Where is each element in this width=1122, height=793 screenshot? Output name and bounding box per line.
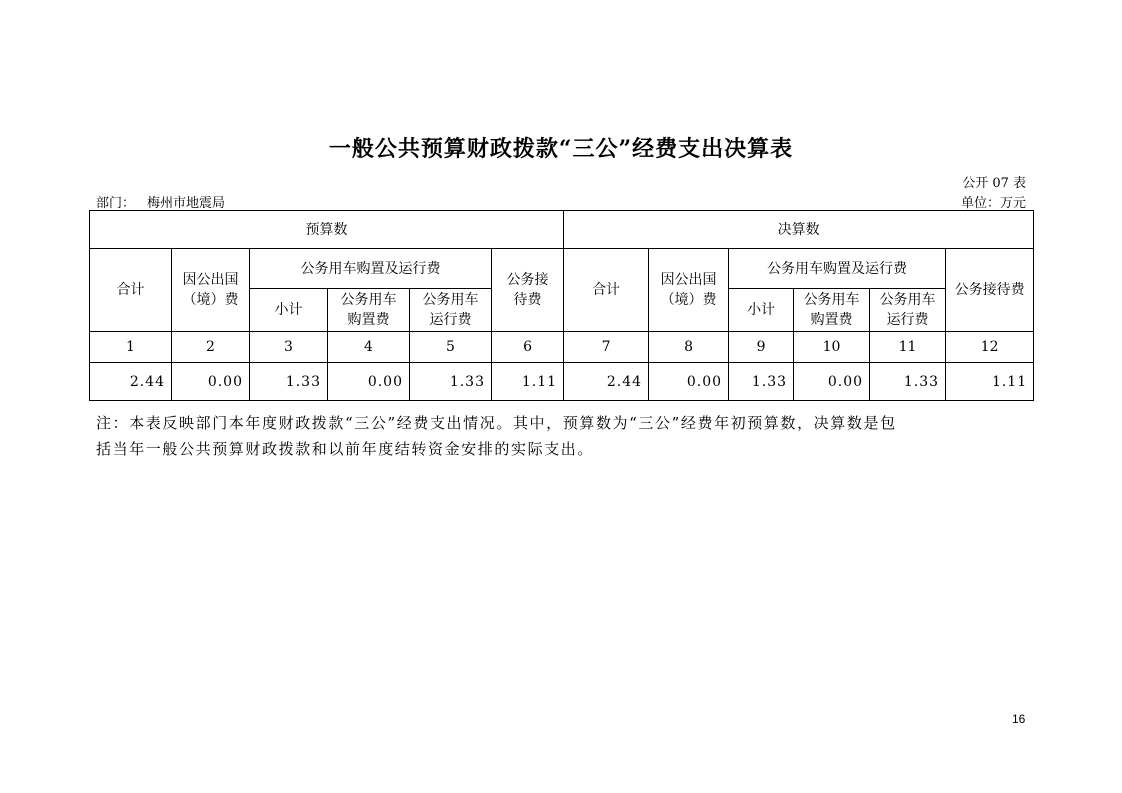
column-number: 7: [564, 332, 649, 363]
budget-vehicle-group-header: 公务用车购置及运行费: [250, 249, 492, 289]
unit-label: 单位：万元: [960, 196, 1026, 211]
final-abroad-header: 因公出国 （境）费: [649, 249, 729, 332]
budget-purchase-value: 0.00: [328, 363, 410, 401]
budget-total-header: 合计: [90, 249, 172, 332]
final-purchase-header: 公务用车 购置费: [794, 289, 870, 332]
column-number: 6: [492, 332, 564, 363]
column-number: 1: [90, 332, 172, 363]
final-operation-value: 1.33: [870, 363, 946, 401]
final-header: 决算数: [564, 211, 1034, 249]
department-label: 部门：: [96, 196, 136, 211]
budget-operation-header: 公务用车 运行费: [410, 289, 492, 332]
final-operation-header: 公务用车 运行费: [870, 289, 946, 332]
column-number: 10: [794, 332, 870, 363]
budget-abroad-header: 因公出国 （境）费: [172, 249, 250, 332]
column-number: 8: [649, 332, 729, 363]
department-name: 梅州市地震局: [147, 196, 226, 211]
budget-abroad-value: 0.00: [172, 363, 250, 401]
column-number: 11: [870, 332, 946, 363]
footnote-line-1: 注：本表反映部门本年度财政拨款“三公”经费支出情况。其中，预算数为“三公”经费年初预算数，决算数是包: [96, 414, 897, 432]
budget-header: 预算数: [90, 211, 564, 249]
footnote: [96, 410, 1028, 462]
final-total-header: 合计: [564, 249, 649, 332]
final-reception-header: 公务接待费: [946, 249, 1034, 332]
department-line: [96, 192, 225, 211]
final-subtotal-value: 1.33: [729, 363, 794, 401]
budget-purchase-header: 公务用车 购置费: [328, 289, 410, 332]
budget-operation-value: 1.33: [410, 363, 492, 401]
final-reception-value: 1.11: [946, 363, 1034, 401]
column-number-row: [90, 332, 1034, 363]
value-row: [90, 363, 1034, 401]
form-number: 公开 07 表: [962, 176, 1026, 191]
column-number: 4: [328, 332, 410, 363]
expenditure-table: [89, 210, 1034, 401]
budget-total-value: 2.44: [90, 363, 172, 401]
final-subtotal-header: 小计: [729, 289, 794, 332]
final-purchase-value: 0.00: [794, 363, 870, 401]
final-vehicle-group-header: 公务用车购置及运行费: [729, 249, 946, 289]
budget-subtotal-value: 1.33: [250, 363, 328, 401]
budget-subtotal-header: 小计: [250, 289, 328, 332]
budget-reception-value: 1.11: [492, 363, 564, 401]
budget-reception-header: 公务接 待费: [492, 249, 564, 332]
column-number: 3: [250, 332, 328, 363]
final-abroad-value: 0.00: [649, 363, 729, 401]
page-title: 一般公共预算财政拨款“三公”经费支出决算表: [328, 136, 794, 162]
column-number: 5: [410, 332, 492, 363]
footnote-line-2: 括当年一般公共预算财政拨款和以前年度结转资金安排的实际支出。: [96, 440, 595, 458]
column-number: 12: [946, 332, 1034, 363]
column-number: 2: [172, 332, 250, 363]
page-number: 16: [1012, 712, 1026, 726]
final-total-value: 2.44: [564, 363, 649, 401]
column-number: 9: [729, 332, 794, 363]
